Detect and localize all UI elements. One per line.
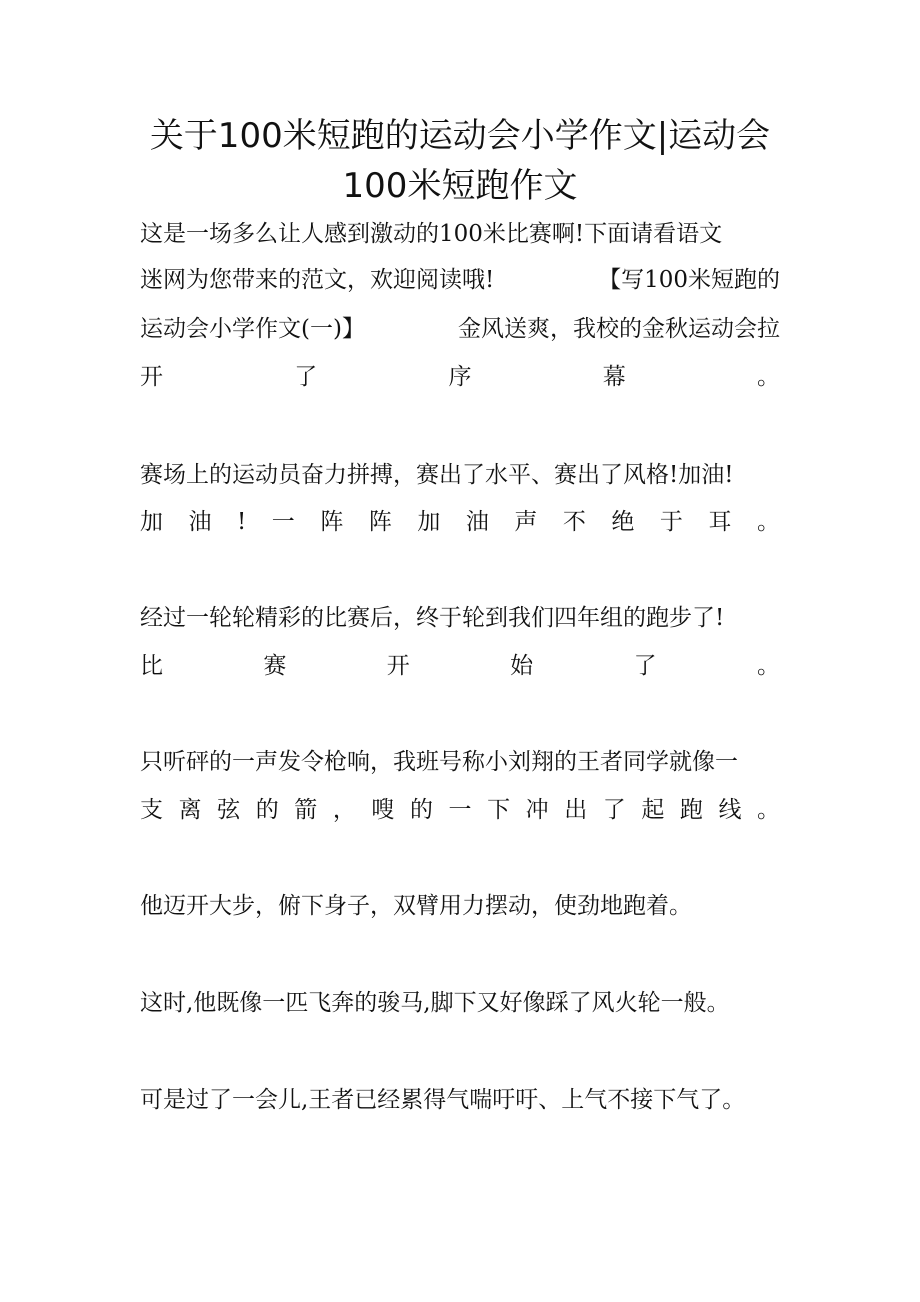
char: 起 bbox=[641, 797, 665, 823]
char: 油 bbox=[188, 509, 212, 535]
char: 加 bbox=[140, 509, 163, 535]
char: 不 bbox=[562, 509, 586, 535]
char: 了 bbox=[633, 653, 657, 679]
paragraph-3-line-1: 经过一轮轮精彩的比赛后，终于轮到我们四年组的跑步了! bbox=[140, 605, 725, 631]
paragraph-6-line-1: 这时,他既像一匹飞奔的骏马,脚下又好像踩了风火轮一般。 bbox=[140, 990, 730, 1016]
intro-line-3-text: 金风送爽，我校的金秋运动会拉 bbox=[458, 316, 780, 342]
paragraph-4-line-1: 只听砰的一声发令枪响，我班号称小刘翔的王者同学就像一 bbox=[140, 749, 738, 775]
char: 加 bbox=[417, 509, 441, 535]
char: 油 bbox=[465, 509, 489, 535]
paragraph-7-line-1: 可是过了一会儿,王者已经累得气喘吁吁、上气不接下气了。 bbox=[140, 1087, 746, 1113]
char: ! bbox=[237, 509, 247, 535]
char: 于 bbox=[659, 509, 683, 535]
char: 序 bbox=[448, 364, 472, 390]
char: 声 bbox=[514, 509, 538, 535]
intro-heading-part-b: 运动会小学作文(一)】 bbox=[140, 316, 365, 342]
char: 始 bbox=[510, 653, 534, 679]
char: 线 bbox=[718, 797, 742, 823]
intro-line-3 bbox=[140, 309, 780, 349]
char: 出 bbox=[564, 797, 588, 823]
paragraph-2-line-1: 赛场上的运动员奋力拼搏，赛出了水平、赛出了风格!加油! bbox=[140, 462, 734, 488]
intro-line-4 bbox=[140, 357, 780, 397]
paragraph-3-line-2 bbox=[140, 646, 780, 686]
char: 绝 bbox=[611, 509, 635, 535]
char: 箭 bbox=[294, 797, 318, 823]
char: 离 bbox=[178, 797, 202, 823]
char: 耳 bbox=[708, 509, 732, 535]
char: ， bbox=[332, 797, 356, 823]
document-title-line-2: 100米短跑作文 bbox=[342, 166, 578, 206]
char: 阵 bbox=[368, 509, 392, 535]
char: 阵 bbox=[320, 509, 344, 535]
char: 了 bbox=[294, 364, 318, 390]
char: 一 bbox=[271, 509, 295, 535]
intro-line-1: 这是一场多么让人感到激动的100米比赛啊!下面请看语文 bbox=[140, 221, 723, 247]
char: 开 bbox=[140, 364, 163, 390]
char: 。 bbox=[756, 653, 780, 679]
document-title-line-1: 关于100米短跑的运动会小学作文|运动会 bbox=[149, 116, 771, 156]
char: 支 bbox=[140, 797, 163, 823]
char: 跑 bbox=[679, 797, 703, 823]
char: 一 bbox=[448, 797, 472, 823]
paragraph-2-line-2 bbox=[140, 502, 780, 542]
char: 。 bbox=[757, 364, 780, 390]
char: 。 bbox=[757, 797, 780, 823]
char: 冲 bbox=[525, 797, 549, 823]
char: 。 bbox=[756, 509, 780, 535]
intro-line-2 bbox=[140, 260, 780, 300]
char: 赛 bbox=[263, 653, 287, 679]
char: 幕 bbox=[602, 364, 626, 390]
char: 下 bbox=[487, 797, 511, 823]
char: 弦 bbox=[217, 797, 241, 823]
char: 比 bbox=[140, 653, 163, 679]
char: 的 bbox=[409, 797, 433, 823]
char: 开 bbox=[386, 653, 410, 679]
paragraph-4-line-2 bbox=[140, 790, 780, 830]
char: 的 bbox=[255, 797, 279, 823]
char: 嗖 bbox=[371, 797, 395, 823]
intro-heading-part-a: 【写100米短跑的 bbox=[598, 267, 780, 293]
intro-line-2-text: 迷网为您带来的范文，欢迎阅读哦! bbox=[140, 267, 495, 293]
char: 了 bbox=[602, 797, 626, 823]
paragraph-5-line-1: 他迈开大步，俯下身子，双臂用力摆动，使劲地跑着。 bbox=[140, 893, 692, 919]
